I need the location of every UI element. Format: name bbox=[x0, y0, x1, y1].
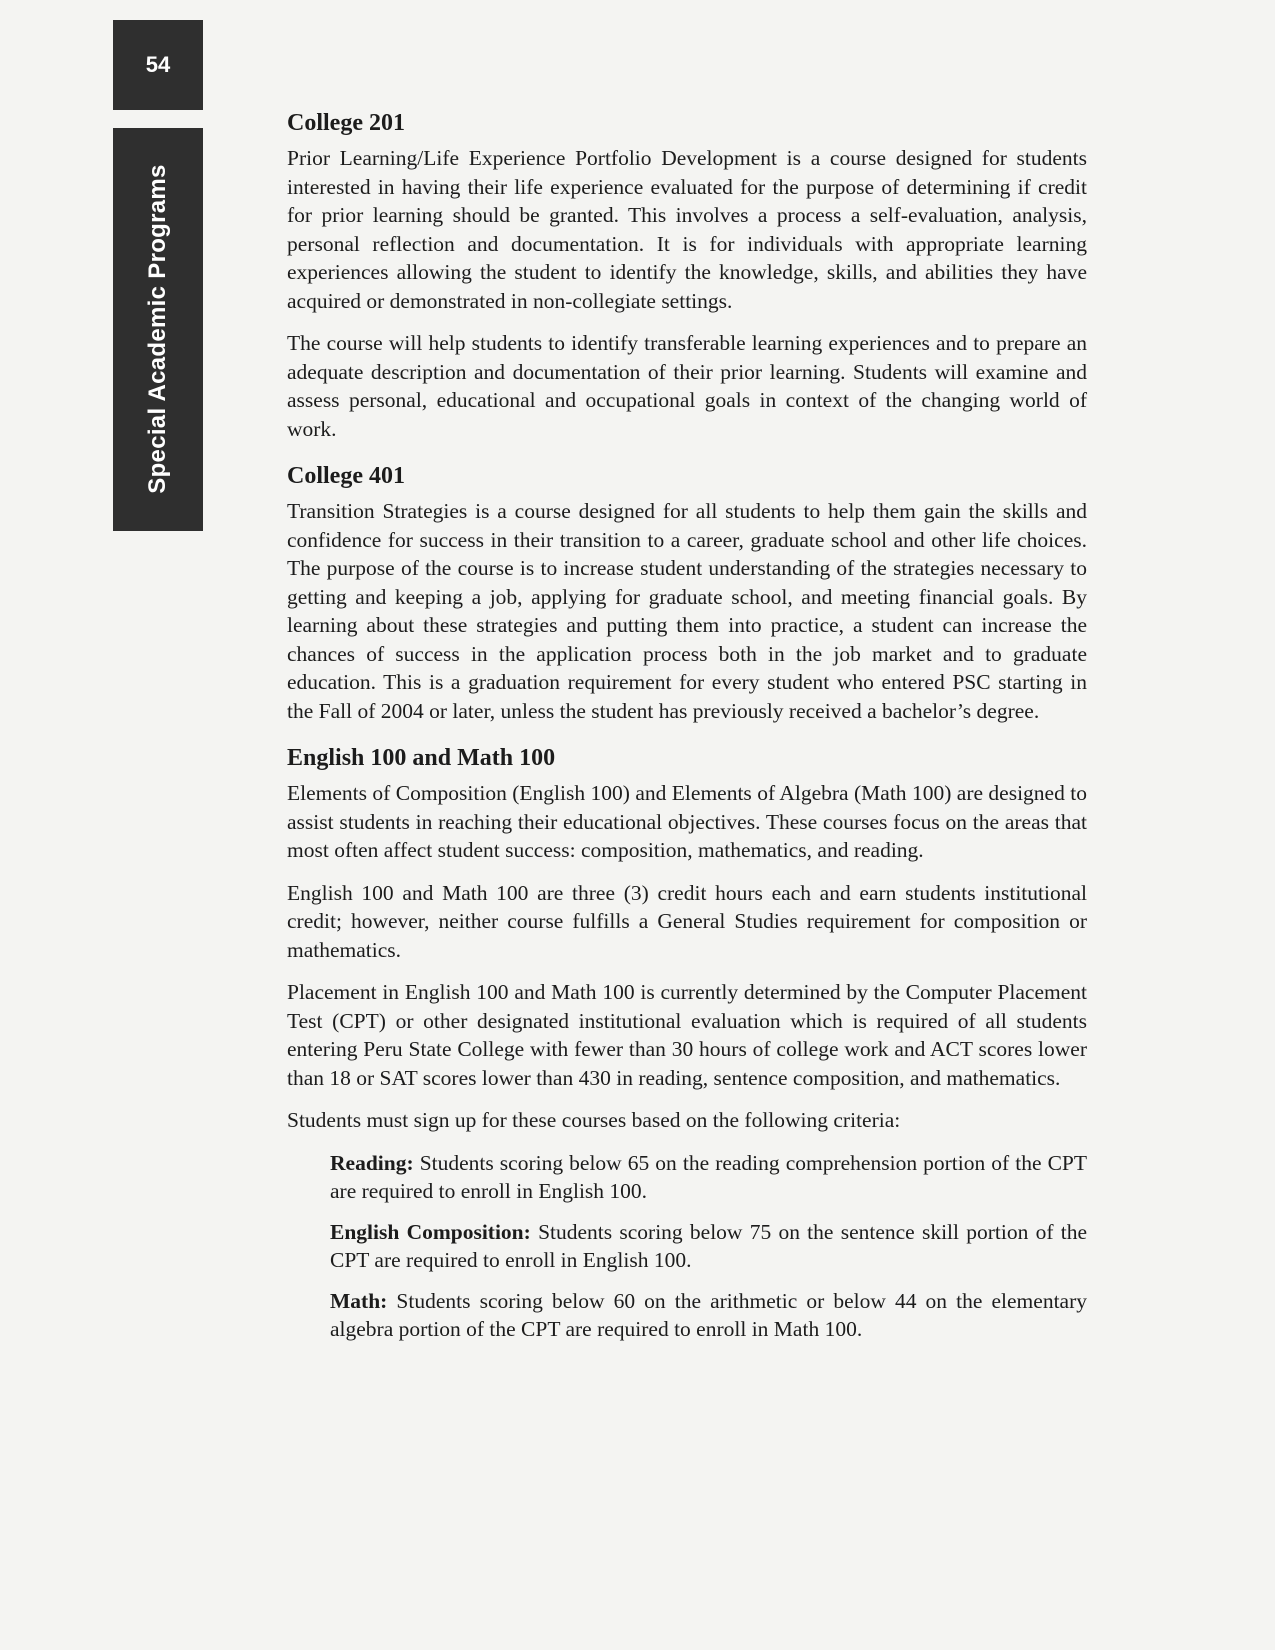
criteria-list bbox=[330, 1149, 1087, 1344]
paragraph: Prior Learning/Life Experience Portfolio Development is a course designed for students interested in having their life experience evaluated for the purpose of determining if credit for prior learning should be granted. This involves a process a self-evaluation, analysis, personal reflection and documentation. It is for individuals with appropriate learning experiences allowing the student to identify the knowledge, skills, and abilities they have acquired or demonstrated in non-collegiate settings. bbox=[287, 146, 1087, 313]
paragraph: Students must sign up for these courses based on the following criteria: bbox=[287, 1108, 901, 1132]
section-tab bbox=[113, 128, 203, 531]
paragraph: Transition Strategies is a course designed for all students to help them gain the skills and confidence for success in their transition to a career, graduate school and other life choices. The purpose of the course is to increase student understanding of the strategies necessary to getting and keeping a job, applying for graduate school, and meeting financial goals. By learning about these strategies and putting them into practice, a student can increase the chances of success in the application process both in the job market and to graduate education. This is a graduation requirement for every student who entered PSC starting in the Fall of 2004 or later, unless the student has previously received a bachelor’s degree. bbox=[287, 499, 1087, 723]
section-heading: English 100 and Math 100 bbox=[287, 745, 556, 771]
criteria-text: Students scoring below 75 on the sentence skill portion of the CPT are required to enroll in English 100. bbox=[330, 1219, 1088, 1272]
page-number-tab bbox=[113, 20, 203, 110]
section-english-math-100 bbox=[287, 743, 1087, 1344]
section-college-401 bbox=[287, 461, 1087, 725]
criteria-label: Reading: bbox=[330, 1150, 414, 1175]
section-tab-label: Special Academic Programs bbox=[144, 164, 171, 494]
paragraph: Placement in English 100 and Math 100 is currently determined by the Computer Placement Test (CPT) or other designated institutional evaluation which is required of all students entering Peru State College with fewer than 30 hours of college work and ACT scores lower than 18 or SAT scores lower than 430 in reading, sentence composition, and mathematics. bbox=[287, 980, 1087, 1090]
paragraph: English 100 and Math 100 are three (3) credit hours each and earn students institutional credit; however, neither course fulfills a General Studies requirement for composition or mathematics. bbox=[287, 880, 1087, 962]
section-heading: College 201 bbox=[287, 110, 405, 136]
criteria-item-english-composition bbox=[330, 1218, 1087, 1275]
criteria-label: English Composition: bbox=[330, 1219, 531, 1244]
paragraph: The course will help students to identify transferable learning experiences and to prepare an adequate description and documentation of their prior learning. Students will examine and assess personal, educational and occupational goals in context of the changing world of work. bbox=[287, 331, 1087, 441]
criteria-item-math bbox=[330, 1287, 1087, 1344]
paragraph: Elements of Composition (English 100) and Elements of Algebra (Math 100) are designed to assist students in reaching their educational objectives. These courses focus on the areas that most often affect student success: composition, mathematics, and reading. bbox=[287, 781, 1087, 862]
section-heading: College 401 bbox=[287, 463, 405, 489]
page-content bbox=[287, 108, 1087, 1362]
criteria-label: Math: bbox=[330, 1288, 388, 1313]
criteria-item-reading bbox=[330, 1149, 1087, 1206]
criteria-text: Students scoring below 60 on the arithmetic or below 44 on the elementary algebra portion of the CPT are required to enroll in Math 100. bbox=[330, 1288, 1087, 1341]
section-college-201 bbox=[287, 108, 1087, 443]
page-number: 54 bbox=[145, 52, 171, 77]
criteria-text: Students scoring below 65 on the reading comprehension portion of the CPT are required to enroll in English 100. bbox=[330, 1150, 1088, 1203]
